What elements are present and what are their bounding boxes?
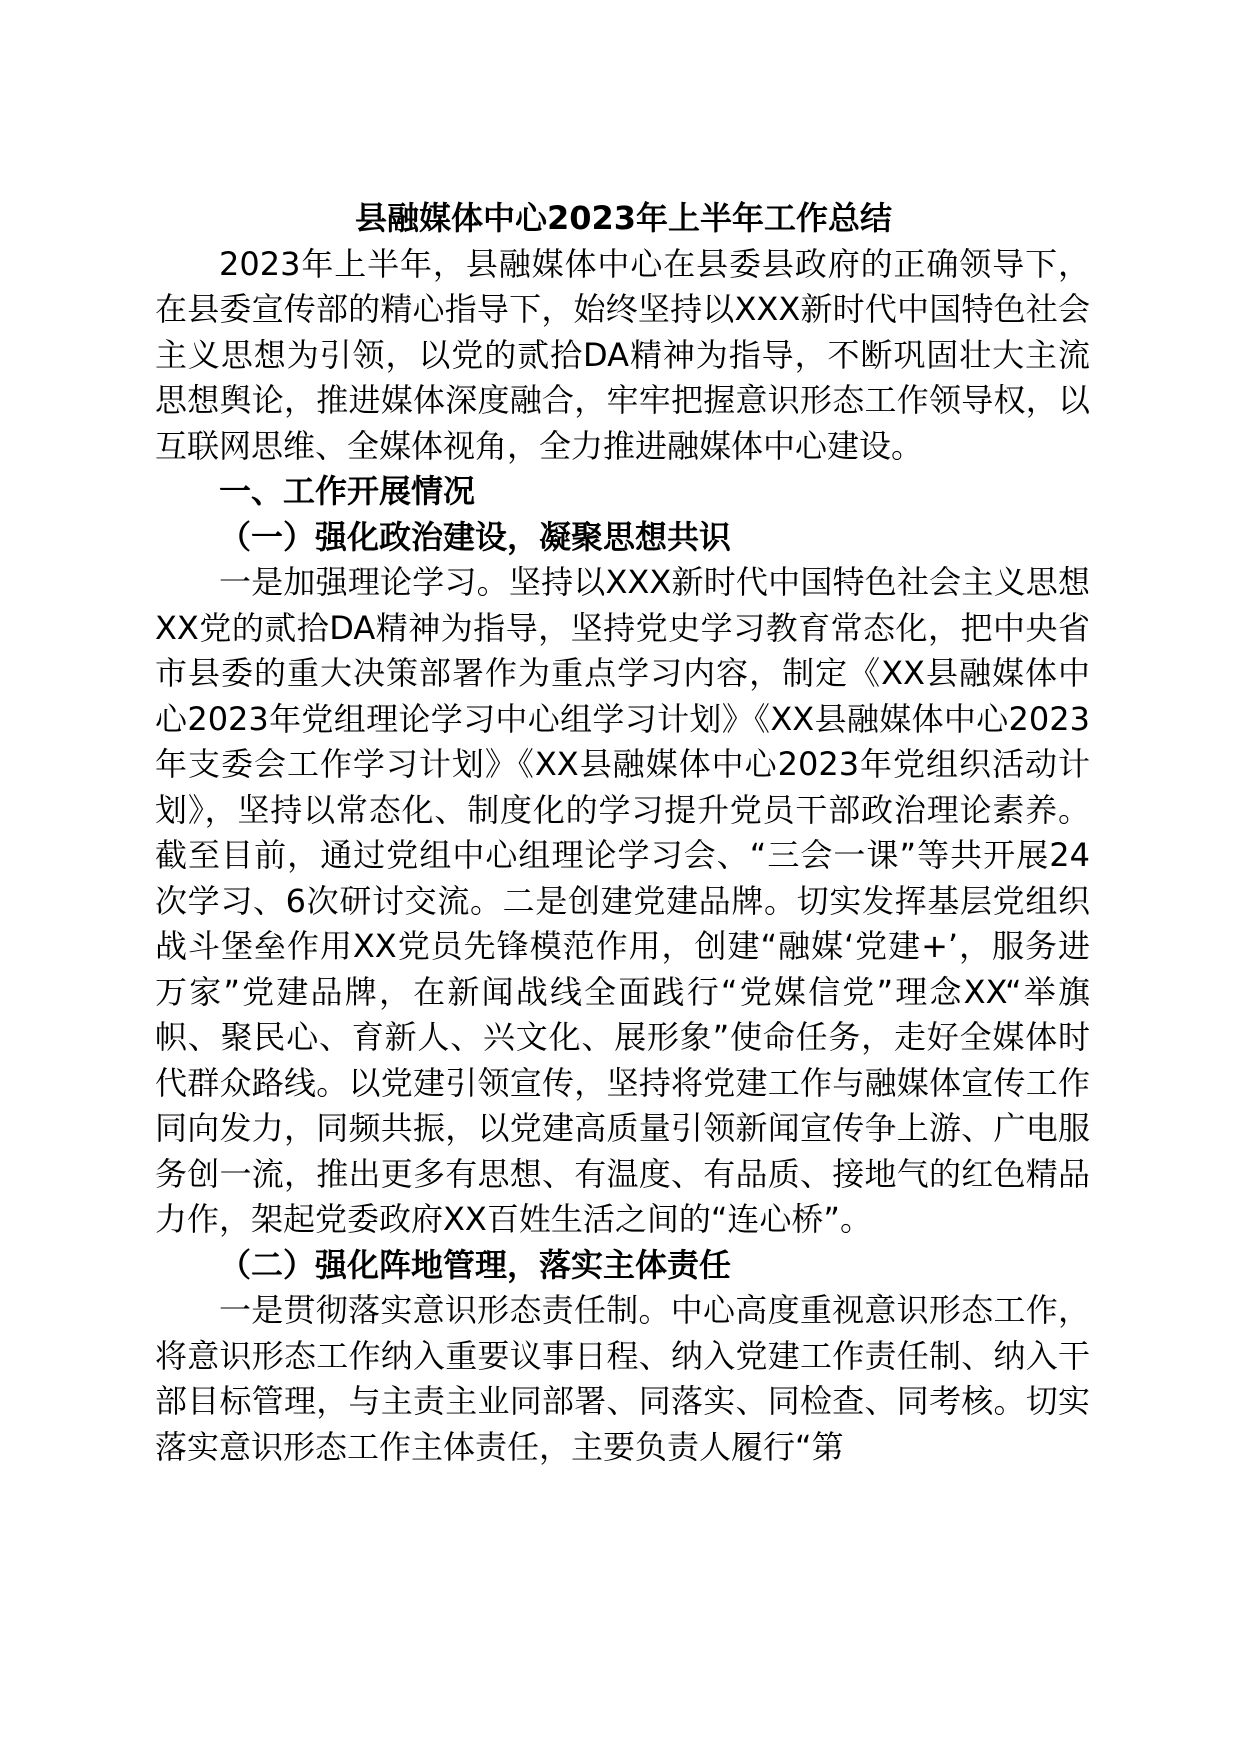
subsection-heading-position-management: （二）强化阵地管理，落实主体责任	[219, 1245, 732, 1284]
document-body	[155, 196, 1090, 1470]
subsection-heading-political-building: （一）强化政治建设，凝聚思想共识	[219, 517, 732, 556]
subsection-paragraph-political-building: 一是加强理论学习。坚持以XXX新时代中国特色社会主义思想XX党的贰拾DA精神为指导，坚持党史学习教育常态化，把中央省市县委的重大决策部署作为重点学习内容，制定《XX县融媒体中心2023年党组理论学习中心组学习计划》《XX县融媒体中心2023年支委会工作学习计划》《XX县融媒体中心2023年党组织活动计划》，坚持以常态化、制度化的学习提升党员干部政治理论素养。截至目前，通过党组中心组理论学习会、“三会一课”等共开展24次学习、6次研讨交流。二是创建党建品牌。切实发挥基层党组织战斗堡垒作用XX党员先锋模范作用，创建“融媒‘党建+’，服务进万家”党建品牌，在新闻战线全面践行“党媒信党”理念XX“举旗帜、聚民心、育新人、兴文化、展形象”使命任务，走好全媒体时代群众路线。以党建引领宣传，坚持将党建工作与融媒体宣传工作同向发力，同频共振，以党建高质量引领新闻宣传争上游、广电服务创一流，推出更多有思想、有温度、有品质、接地气的红色精品力作，架起党委政府XX百姓生活之间的“连心桥”。	[155, 563, 1090, 1238]
section-heading-work-progress: 一、工作开展情况	[219, 472, 476, 510]
subsection-paragraph-position-management: 一是贯彻落实意识形态责任制。中心高度重视意识形态工作，将意识形态工作纳入重要议事日程、纳入党建工作责任制、纳入干部目标管理，与主责主业同部署、同落实、同检查、同考核。切实落实意识形态工作主体责任，主要负责人履行“第	[155, 1291, 1090, 1466]
intro-paragraph: 2023年上半年，县融媒体中心在县委县政府的正确领导下，在县委宣传部的精心指导下，始终坚持以XXX新时代中国特色社会主义思想为引领，以党的贰拾DA精神为指导，不断巩固壮大主流思想舆论，推进媒体深度融合，牢牢把握意识形态工作领导权，以互联网思维、全媒体视角，全力推进融媒体中心建设。	[155, 244, 1090, 465]
document-title: 县融媒体中心2023年上半年工作总结	[354, 199, 893, 237]
